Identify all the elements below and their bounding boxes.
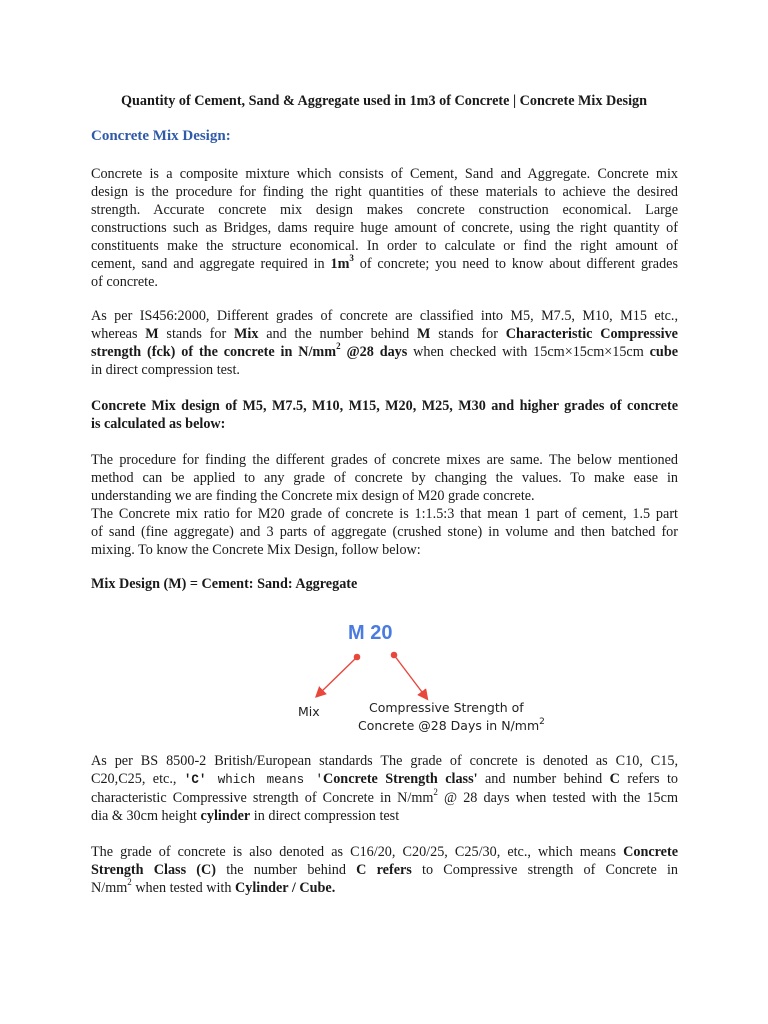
text-run: characteristic xyxy=(91,790,173,806)
mix-design-formula xyxy=(91,575,678,593)
text-run: in xyxy=(250,808,269,824)
text-run: Compressive strength of Concrete xyxy=(172,790,374,806)
paragraph-grades-heading xyxy=(91,397,678,433)
text-line: Mix Design (M) = Cement: Sand: Aggregate xyxy=(91,576,358,592)
text-run: direct compression test. xyxy=(105,362,240,378)
text-line: of concrete. xyxy=(91,274,158,290)
text-line xyxy=(91,255,678,273)
text-line: constituents make the structure economical. In order to calculate or find the right amount of xyxy=(91,238,678,254)
text-line xyxy=(91,325,678,343)
text-line: constructions such as Bridges, dams require huge amount of concrete, using the right quantity of xyxy=(91,220,678,236)
text-line xyxy=(91,861,678,879)
mix-arrow xyxy=(319,657,357,694)
text-run: to Compressive strength of Concrete in xyxy=(411,862,678,878)
superscript: 3 xyxy=(349,253,354,264)
text-line: strength. Accurate concrete mix design makes concrete construction economical. Large xyxy=(91,202,678,218)
paragraph-bs8500 xyxy=(91,752,678,825)
bold-run: cube xyxy=(649,344,678,360)
bold-run: Strength Class (C) xyxy=(91,862,217,878)
bold-run: Cylinder / Cube. xyxy=(235,880,336,896)
text-run: refers to xyxy=(619,771,678,787)
text-line: The procedure for finding the different grades of concrete mixes are same. The below mentioned xyxy=(91,452,678,468)
text-line xyxy=(91,879,678,897)
text-run: N/mm xyxy=(91,880,128,896)
text-run: whereas xyxy=(91,326,146,342)
bold-run: Characteristic Compressive xyxy=(505,326,678,342)
text-run: stands for xyxy=(430,326,506,342)
text-line xyxy=(91,807,678,825)
mix-label: Mix xyxy=(298,704,320,719)
bold-run: C xyxy=(609,771,620,787)
superscript: 2 xyxy=(539,716,545,727)
bold-run: Concrete xyxy=(623,844,678,860)
page-title: Quantity of Cement, Sand & Aggregate used in 1m3 of Concrete | Concrete Mix Design xyxy=(120,93,648,109)
text-run: which means ' xyxy=(206,773,323,787)
strength-arrow xyxy=(394,655,425,696)
text-run: when checked with 15cm×15cm×15cm xyxy=(407,344,650,360)
text-run: of concrete; you need to know about different grades xyxy=(353,256,678,272)
text-run: Concrete @28 Days in N/mm xyxy=(358,718,540,733)
bold-run: strength (fck) of the concrete in N/mm xyxy=(91,344,337,360)
section-heading: Concrete Mix Design: xyxy=(91,128,231,144)
m20-diagram xyxy=(280,618,570,743)
bold-run: 'C' xyxy=(183,773,207,787)
text-run: @ 28 days when tested with the 15cm xyxy=(437,790,678,806)
strength-label-line2 xyxy=(358,718,545,733)
text-run: and the number behind xyxy=(258,326,418,342)
superscript: 2 xyxy=(433,787,438,798)
text-run: stands for xyxy=(158,326,234,342)
text-run: direct compression test xyxy=(268,808,400,824)
strength-label-line1: Compressive Strength of xyxy=(369,700,524,715)
bold-run: M xyxy=(417,326,431,342)
text-line: The Concrete mix ratio for M20 grade of concrete is 1:1.5:3 that mean 1 part of cement, 1.5 part xyxy=(91,506,678,522)
text-run: in N/mm xyxy=(373,790,434,806)
bold-run: M xyxy=(145,326,159,342)
text-run: dia & 30cm height xyxy=(91,808,201,824)
bold-run: 1m xyxy=(330,256,350,272)
paragraph-procedure xyxy=(91,451,678,559)
bold-run: cylinder xyxy=(200,808,251,824)
text-run: cement, sand and aggregate required in xyxy=(91,256,331,272)
text-line: method can be applied to any grade of concrete by changing the values. To make ease in xyxy=(91,470,678,486)
text-line xyxy=(91,361,678,379)
paragraph-is456 xyxy=(91,307,678,379)
text-line xyxy=(91,770,678,789)
text-line: understanding we are finding the Concrete mix design of M20 grade concrete. xyxy=(91,488,535,504)
text-run: when tested with xyxy=(131,880,235,896)
grade-label: M 20 xyxy=(348,622,393,644)
text-run: C20,C25, etc., xyxy=(91,771,184,787)
paragraph-intro xyxy=(91,165,678,291)
text-line: design is the procedure for finding the right quantities of these materials to achieve the desired xyxy=(91,184,678,200)
text-line: As per IS456:2000, Different grades of concrete are classified into M5, M7.5, M10, M15 etc., xyxy=(91,308,678,324)
text-line xyxy=(91,843,678,861)
text-line: Concrete is a composite mixture which consists of Cement, Sand and Aggregate. Concrete mix xyxy=(91,166,678,182)
text-run: the number behind xyxy=(216,862,357,878)
text-run: The grade of concrete is also denoted as C16/20, C20/25, C25/30, etc., which means xyxy=(91,844,624,860)
text-run: in xyxy=(91,362,106,378)
text-line xyxy=(91,789,678,807)
bold-run: @28 days xyxy=(340,344,408,360)
text-line: is calculated as below: xyxy=(91,416,226,432)
text-line: of sand (fine aggregate) and 3 parts of aggregate (crushed stone) in volume and then batched for xyxy=(91,524,678,540)
text-line: Concrete Mix design of M5, M7.5, M10, M15, M20, M25, M30 and higher grades of concrete xyxy=(91,398,678,414)
bold-run: C refers xyxy=(356,862,412,878)
bold-run: Concrete Strength class' xyxy=(322,771,478,787)
text-line: mixing. To know the Concrete Mix Design, follow below: xyxy=(91,542,421,558)
text-line xyxy=(91,343,678,361)
bold-run: Mix xyxy=(233,326,259,342)
superscript: 2 xyxy=(336,341,341,352)
text-run: and number behind xyxy=(477,771,610,787)
text-line: As per BS 8500-2 British/European standards The grade of concrete is denoted as C10, C15, xyxy=(91,753,678,769)
paragraph-strength-class xyxy=(91,843,678,897)
superscript: 2 xyxy=(127,877,132,888)
